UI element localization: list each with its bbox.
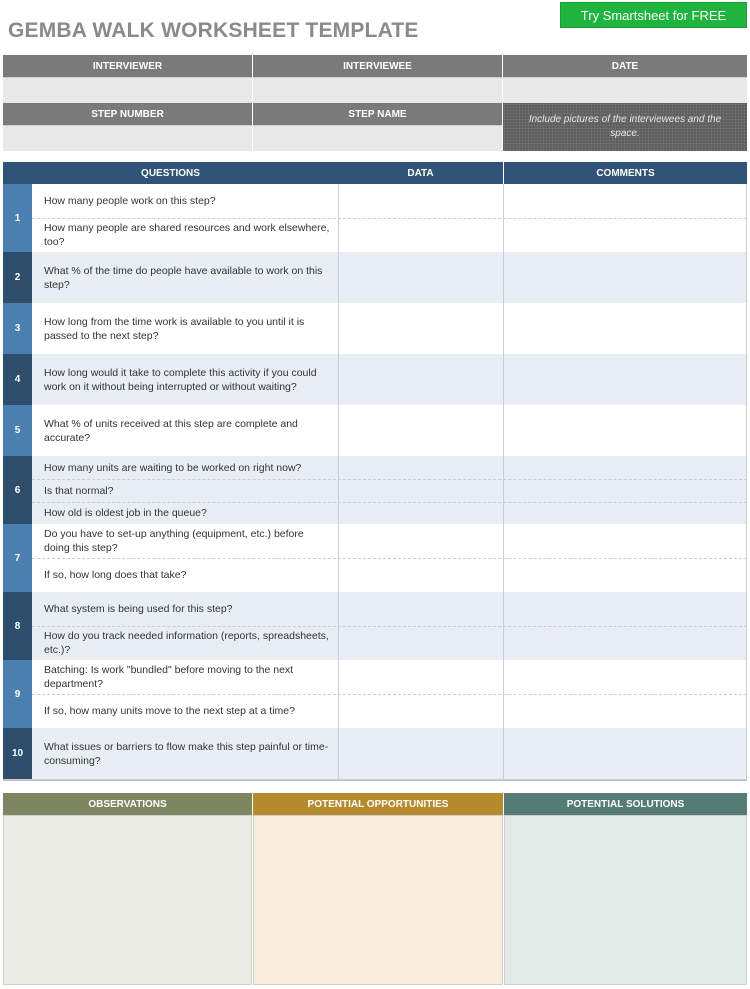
step-number-label: 5	[3, 405, 32, 456]
observations-header: OBSERVATIONS	[3, 793, 252, 815]
step-number-label: 6	[3, 456, 32, 524]
step-number-label: 2	[3, 252, 32, 303]
comments-cell[interactable]	[503, 694, 747, 728]
step-number-label: 4	[3, 354, 32, 405]
row-divider	[32, 694, 747, 695]
step-number-header: STEP NUMBER	[3, 103, 252, 125]
interviewee-header: INTERVIEWEE	[253, 55, 502, 77]
data-column-header: DATA	[338, 162, 503, 184]
opportunities-header: POTENTIAL OPPORTUNITIES	[253, 793, 503, 815]
data-cell[interactable]	[338, 184, 503, 218]
comments-cell[interactable]	[503, 252, 747, 303]
solutions-header: POTENTIAL SOLUTIONS	[504, 793, 747, 815]
question-text: How many people are shared resources and work elsewhere, too?	[44, 222, 330, 248]
question-text: How long would it take to complete this activity if you could work on it without being interrupted or without waiting?	[44, 366, 317, 393]
question-text: Batching: Is work "bundled" before moving to the next department?	[44, 664, 294, 690]
comments-cell[interactable]	[503, 303, 747, 354]
comments-column-header: COMMENTS	[504, 162, 747, 184]
data-cell[interactable]	[338, 456, 503, 479]
interviewer-field[interactable]	[3, 77, 252, 103]
question-text: How many units are waiting to be worked on right now?	[44, 461, 302, 474]
column-divider	[338, 184, 339, 779]
data-cell[interactable]	[338, 218, 503, 252]
row-divider	[32, 502, 747, 503]
data-cell[interactable]	[338, 354, 503, 405]
page-title: GEMBA WALK WORKSHEET TEMPLATE	[8, 19, 419, 42]
question-text: If so, how many units move to the next step at a time?	[44, 705, 295, 717]
question-text: How many people work on this step?	[44, 195, 216, 207]
data-cell[interactable]	[338, 694, 503, 728]
question-text: How old is oldest job in the queue?	[44, 507, 207, 519]
observations-area[interactable]	[3, 815, 252, 985]
question-text: How do you track needed information (reports, spreadsheets, etc.)?	[44, 630, 329, 656]
question-text: What % of units received at this step are complete and accurate?	[44, 417, 298, 444]
comments-cell[interactable]	[503, 218, 747, 252]
comments-cell[interactable]	[503, 184, 747, 218]
step-name-header: STEP NAME	[253, 103, 502, 125]
comments-cell[interactable]	[503, 479, 747, 502]
comments-cell[interactable]	[503, 502, 747, 524]
column-divider	[503, 184, 504, 779]
comments-cell[interactable]	[503, 558, 747, 592]
table-bottom-border	[3, 780, 747, 781]
photo-placeholder[interactable]: Include pictures of the interviewees and the space.	[503, 103, 747, 151]
data-cell[interactable]	[338, 660, 503, 694]
comments-cell[interactable]	[503, 728, 747, 779]
question-text: Do you have to set-up anything (equipment, etc.) before doing this step?	[44, 528, 304, 554]
step-number-label: 1	[3, 184, 32, 252]
question-text: What system is being used for this step?	[44, 603, 233, 615]
question-text: What issues or barriers to flow make this step painful or time-consuming?	[44, 740, 329, 767]
data-cell[interactable]	[338, 728, 503, 779]
row-divider	[32, 558, 747, 559]
date-field[interactable]	[503, 77, 747, 103]
data-cell[interactable]	[338, 303, 503, 354]
interviewer-header: INTERVIEWER	[3, 55, 252, 77]
try-smartsheet-button[interactable]: Try Smartsheet for FREE	[560, 2, 747, 28]
data-cell[interactable]	[338, 558, 503, 592]
opportunities-area[interactable]	[253, 815, 503, 985]
data-cell[interactable]	[338, 502, 503, 524]
step-number-label: 3	[3, 303, 32, 354]
comments-cell[interactable]	[503, 660, 747, 694]
solutions-area[interactable]	[504, 815, 747, 985]
data-cell[interactable]	[338, 626, 503, 660]
comments-cell[interactable]	[503, 592, 747, 626]
comments-cell[interactable]	[503, 626, 747, 660]
step-number-label: 8	[3, 592, 32, 660]
data-cell[interactable]	[338, 405, 503, 456]
data-cell[interactable]	[338, 479, 503, 502]
row-divider	[32, 626, 747, 627]
column-divider	[746, 184, 747, 779]
step-number-label: 10	[3, 728, 32, 779]
step-number-label: 9	[3, 660, 32, 728]
question-text: If so, how long does that take?	[44, 569, 187, 581]
comments-cell[interactable]	[503, 524, 747, 558]
interviewee-field[interactable]	[253, 77, 502, 103]
question-text: What % of the time do people have available to work on this step?	[44, 264, 323, 291]
question-text: How long from the time work is available to you until it is passed to the next step?	[44, 315, 305, 342]
data-cell[interactable]	[338, 252, 503, 303]
comments-cell[interactable]	[503, 354, 747, 405]
row-divider	[32, 479, 747, 480]
question-text: Is that normal?	[44, 484, 114, 497]
step-name-field[interactable]	[253, 125, 502, 151]
date-header: DATE	[503, 55, 747, 77]
comments-cell[interactable]	[503, 405, 747, 456]
data-cell[interactable]	[338, 592, 503, 626]
row-divider	[32, 218, 747, 219]
step-number-label: 7	[3, 524, 32, 592]
questions-column-header: QUESTIONS	[3, 162, 338, 184]
step-number-field[interactable]	[3, 125, 252, 151]
data-cell[interactable]	[338, 524, 503, 558]
comments-cell[interactable]	[503, 456, 747, 479]
